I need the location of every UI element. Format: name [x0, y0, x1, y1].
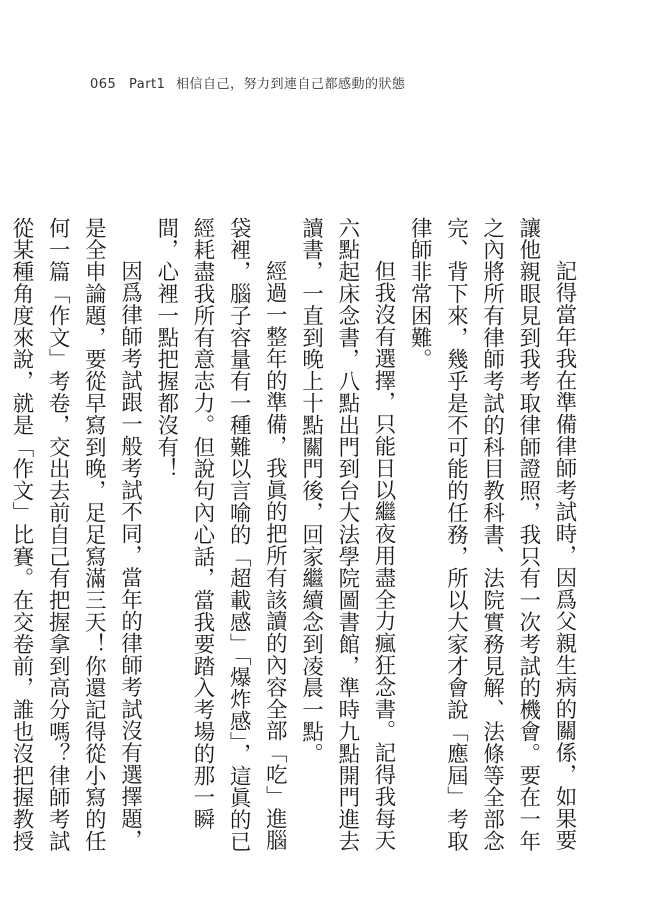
page-number: 065: [90, 77, 117, 92]
running-header: [90, 73, 406, 92]
part-label: Part1: [128, 77, 166, 92]
body-text: [0, 217, 582, 857]
paragraph-1: 記得當年我在準備律師考試時，因爲父親生病的關係，如果要讓他親眼見到我考取律師證照，我只有一次考試的機會。要在一年之內將所有律師考試的科目教科書、法院實務見解、法條等全部念完、背下來，幾乎是不可能的任務，所以大家才會說「應屆」考取律師非常困難。: [407, 217, 577, 853]
paragraph-3: 經過一整年的準備，我眞的把所有該讀的內容全部「吃」進腦袋裡，腦子容量有一種難以言喻的「超載感」「爆炸感」，這眞的已經耗盡我所有意志力。但說句內心話，當我要踏入考場的那一瞬間，心裡一點把握都沒有！: [153, 217, 288, 853]
chapter-title: 相信自己，努力到連自己都感動的狀態: [176, 77, 406, 92]
paragraph-2: 但我沒有選擇，只能日以繼夜用盡全力瘋狂念書。記得我每天六點起床念書，八點出門到台大法學院圖書館，準時九點開門進去讀書，一直到晚上十點關門後，回家繼續念到凌晨一點。: [298, 217, 396, 853]
paragraph-4: 因爲律師考試跟一般考試不同，當年的律師考試沒有選擇題，是全申論題，要從早寫到晚，足足寫滿三天！你還記得從小寫的任何一篇「作文」考卷，交出去前自己有把握拿到高分嗎？律師考試從某種角度來說，就是「作文」比賽。在交卷前，誰也沒把握教授: [8, 217, 143, 853]
